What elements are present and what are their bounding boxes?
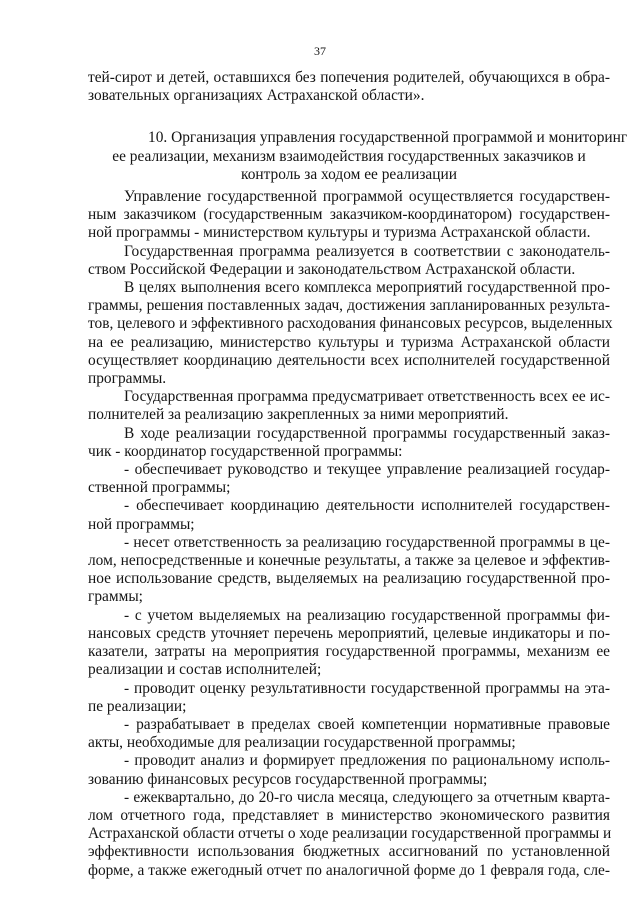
text-line: зовательных организациях Астраханской области». — [88, 87, 425, 105]
text-line: зованию финансовых ресурсов государственной программы; — [88, 770, 488, 788]
text-line: ным заказчиком (государственным заказчиком-координатором) государствен- — [88, 206, 610, 224]
text-line: Государственная программа предусматривает ответственность всех ее ис- — [124, 388, 610, 406]
page-number: 37 — [314, 44, 326, 58]
text-line: полнителей за реализацию закрепленных за ними мероприятий. — [88, 406, 509, 424]
text-line: Астраханской области отчеты о ходе реализации государственной программы и — [88, 825, 612, 843]
section-heading — [88, 129, 628, 184]
text-line: форме, а также ежегодный отчет по аналогичной форме до 1 февраля года, сле- — [88, 861, 610, 879]
text-line: акты, необходимые для реализации государственной программы; — [88, 734, 516, 752]
text-line: граммы, решения поставленных задач, достижения запланированных результа- — [88, 297, 610, 315]
text-line: ством Российской Федерации и законодательством Астраханской области. — [88, 260, 576, 278]
text-line: - несет ответственность за реализацию государственной программы в це- — [124, 533, 610, 551]
text-line: - обеспечивает координацию деятельности исполнителей государствен- — [124, 497, 610, 515]
text-line: - проводит оценку результативности государственной программы на эта- — [124, 679, 610, 697]
text-line: лом отчетного года, представляет в министерство экономического развития — [88, 806, 610, 824]
text-line: лом, непосредственные и конечные результаты, а также за целевое и эффектив- — [88, 552, 610, 570]
paragraph — [88, 425, 610, 461]
document-body — [88, 69, 628, 880]
text-line: эффективности использования бюджетных ассигнований по установленной — [88, 843, 610, 861]
text-line: - с учетом выделяемых на реализацию государственной программы фи- — [124, 606, 610, 624]
heading-line: ее реализации, механизм взаимодействия государственных заказчиков и — [112, 147, 586, 165]
paragraph — [88, 789, 610, 880]
text-line: ной программы - министерством культуры и туризма Астраханской области. — [88, 224, 591, 242]
paragraph — [88, 752, 610, 788]
text-line: тей-сирот и детей, оставшихся без попечения родителей, обучающихся в обра- — [88, 69, 610, 86]
text-line: пе реализации; — [88, 697, 187, 715]
text-line: В целях выполнения всего комплекса мероприятий государственной про- — [124, 279, 610, 297]
text-line: Управление государственной программой осуществляется государствен- — [124, 188, 610, 206]
text-line: программы. — [88, 370, 167, 388]
intro-paragraph — [88, 69, 610, 105]
paragraph — [88, 188, 610, 243]
text-line: - обеспечивает руководство и текущее управление реализацией государ- — [124, 461, 610, 479]
text-line: реализации и состав исполнителей; — [88, 661, 322, 679]
heading-line: контроль за ходом ее реализации — [241, 165, 457, 183]
text-line: Государственная программа реализуется в соответствии с законодатель- — [124, 242, 610, 260]
heading-line: 10. Организация управления государственной программой и мониторинг — [148, 129, 628, 147]
paragraph — [88, 279, 613, 388]
paragraph — [88, 607, 610, 680]
text-line: - разрабатывает в пределах своей компетенции нормативные правовые — [124, 715, 610, 733]
text-line: В ходе реализации государственной программы государственный заказ- — [124, 424, 610, 442]
paragraph — [88, 243, 610, 279]
paragraph — [88, 680, 610, 716]
text-line: казатели, затраты на мероприятия государственной программы, механизм ее — [88, 643, 610, 661]
paragraph — [88, 716, 610, 752]
text-line: осуществляет координацию деятельности всех исполнителей государственной — [88, 351, 610, 369]
text-line: на ее реализацию, министерство культуры и туризма Астраханской области — [88, 333, 610, 351]
text-line: - проводит анализ и формирует предложения по рациональному исполь- — [124, 752, 610, 770]
text-line: - ежеквартально, до 20-го числа месяца, следующего за отчетным кварта- — [124, 788, 610, 806]
text-line: тов, целевого и эффективного расходования финансовых ресурсов, выделенных — [88, 315, 613, 333]
text-line: нансовых средств уточняет перечень мероприятий, целевые индикаторы и по- — [88, 624, 610, 642]
paragraph — [88, 534, 610, 607]
text-line: чик - координатор государственной программы: — [88, 442, 403, 460]
paragraph — [88, 497, 610, 533]
text-line: граммы; — [88, 588, 143, 606]
text-line: ной программы; — [88, 515, 195, 533]
text-line: ственной программы; — [88, 479, 231, 497]
paragraph-list — [88, 188, 613, 880]
paragraph — [88, 461, 610, 497]
paragraph — [88, 388, 610, 424]
text-line: ное использование средств, выделяемых на реализацию государственной про- — [88, 570, 610, 588]
